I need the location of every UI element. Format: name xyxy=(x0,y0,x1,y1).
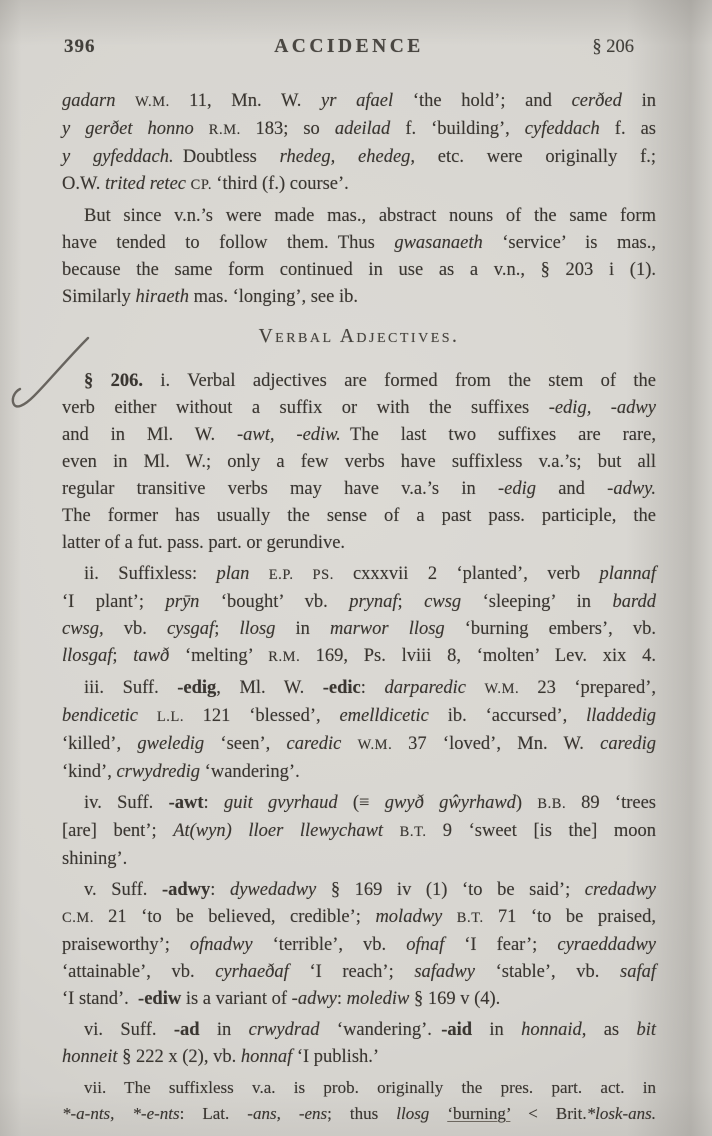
text-segment: ‘melting’ xyxy=(185,646,269,666)
margin-checkmark-icon xyxy=(4,330,96,430)
paragraph-206-vi xyxy=(62,1017,656,1071)
text-line xyxy=(62,203,656,230)
text-segment: § 222 x (2), vb. xyxy=(122,1047,241,1067)
text-line xyxy=(62,503,656,530)
text-segment: W.M. xyxy=(484,681,538,697)
text-segment: -adwy. xyxy=(607,479,656,499)
text-segment: etc. were originally f.; xyxy=(415,147,656,167)
paragraph-206-v xyxy=(62,877,656,1013)
text-segment: honnaid xyxy=(521,1020,582,1040)
text-line xyxy=(62,422,656,449)
text-segment: Doubtless xyxy=(173,147,280,167)
text-segment: ofnaf xyxy=(406,935,465,955)
text-segment: crwydrad xyxy=(248,1020,337,1040)
text-line xyxy=(62,476,656,503)
text-segment: 37 ‘loved’, Mn. W. xyxy=(408,734,601,754)
text-segment: and in Ml. W. xyxy=(62,425,238,445)
text-segment: The former has usually the sense of a past pass. participle, the xyxy=(62,506,656,526)
text-segment: E.P. PS. xyxy=(268,567,353,583)
text-segment: moladwy xyxy=(375,907,457,927)
text-segment: caredic xyxy=(286,734,358,754)
text-line xyxy=(62,144,656,171)
paragraph-206-iii xyxy=(62,675,656,786)
text-segment: ‘burning’ xyxy=(447,1104,511,1123)
text-line xyxy=(62,703,656,731)
text-segment: § 169 v (4). xyxy=(413,989,501,1009)
text-line xyxy=(62,1017,656,1044)
text-segment: , Ml. W. xyxy=(216,678,323,698)
paragraph-206-i xyxy=(62,368,656,557)
text-segment: yr afael xyxy=(321,91,413,111)
text-segment: llosgaf xyxy=(62,646,113,666)
text-segment: § 206. xyxy=(84,371,161,391)
text-line xyxy=(62,589,656,616)
text-segment: is a variant of xyxy=(181,989,292,1009)
text-segment: honnaf xyxy=(240,1047,297,1067)
text-line xyxy=(62,675,656,703)
text-line xyxy=(62,1044,656,1071)
text-segment: v. Suff. xyxy=(84,880,162,900)
paragraph-206-iv xyxy=(62,790,656,873)
text-segment: rhedeg, ehedeg, xyxy=(279,147,416,167)
text-segment: -edig xyxy=(177,678,217,698)
text-segment: y gyfeddach. xyxy=(62,147,174,167)
text-segment: ‘sleeping’ in xyxy=(482,592,613,612)
text-segment: and xyxy=(535,479,608,499)
text-segment: gwasanaeth xyxy=(394,233,503,253)
text-segment: : Lat. xyxy=(179,1104,248,1123)
text-line xyxy=(62,395,656,422)
text-segment: in xyxy=(472,1020,522,1040)
text-segment: credadwy xyxy=(584,880,657,900)
text-segment: -ad xyxy=(173,1020,200,1040)
text-segment: praiseworthy’; xyxy=(62,935,190,955)
page-header xyxy=(0,0,712,58)
text-segment: *-a-nts, *-e-nts xyxy=(62,1104,180,1123)
text-line xyxy=(62,759,656,786)
text-segment: R.M. xyxy=(268,649,316,665)
text-segment: cwsg xyxy=(424,592,483,612)
text-segment: iv. Suff. xyxy=(84,793,169,813)
text-line xyxy=(62,818,656,846)
text-segment: cyrhaeðaf xyxy=(215,962,310,982)
text-line xyxy=(62,116,656,144)
text-segment: 89 ‘trees xyxy=(581,793,656,813)
text-segment: 21 ‘to be believed, credible’; xyxy=(108,907,376,927)
text-line xyxy=(62,790,656,818)
text-segment: vi. Suff. xyxy=(84,1020,174,1040)
text-segment: -awt xyxy=(168,793,204,813)
text-segment: ‘stable’, vb. xyxy=(495,962,621,982)
text-line xyxy=(62,368,656,395)
text-segment: (≡ xyxy=(352,793,385,813)
text-segment: plan xyxy=(216,564,269,584)
text-line xyxy=(62,88,656,116)
text-line xyxy=(62,643,656,671)
text-segment: f. ‘building’, xyxy=(405,119,525,139)
text-segment: cysgaf xyxy=(166,619,215,639)
text-segment: C.M. xyxy=(62,910,109,926)
text-segment: At(wyn) lloer llewychawt xyxy=(173,821,400,841)
text-segment: verb either without a suffix or with the suffixes xyxy=(62,398,549,418)
text-segment: < Brit. xyxy=(510,1104,587,1123)
text-segment: ‘burning embers’, vb. xyxy=(464,619,656,639)
paragraph-vn-masculine xyxy=(62,203,656,311)
text-segment: -ediw xyxy=(138,989,182,1009)
text-segment: 71 ‘to be praised, xyxy=(497,907,656,927)
text-segment: gadarn xyxy=(62,91,136,111)
text-segment: guit gvyrhaud xyxy=(223,793,353,813)
text-line xyxy=(62,257,656,284)
text-segment: ) xyxy=(515,793,538,813)
section-reference: § 206 xyxy=(592,37,634,57)
page-number: 396 xyxy=(64,36,96,57)
text-segment: -edic xyxy=(322,678,361,698)
text-line xyxy=(62,904,656,932)
text-segment: ‘I plant’; xyxy=(62,592,166,612)
text-segment: ‘wandering’. xyxy=(204,762,300,782)
text-segment: vii. The suffixless v.a. is prob. originally the pres. part. act. in xyxy=(84,1078,656,1097)
text-line xyxy=(62,561,656,589)
text-line xyxy=(62,616,656,643)
text-segment: have tended to follow them. Thus xyxy=(62,233,395,253)
text-segment: ‘I stand’. xyxy=(62,989,139,1009)
text-segment: honneit xyxy=(62,1047,123,1067)
text-segment: prynaf xyxy=(349,592,398,612)
text-segment: ‘killed’, xyxy=(62,734,138,754)
text-line xyxy=(62,1101,656,1127)
text-segment: -ans, -ens xyxy=(247,1104,328,1123)
text-segment: ‘bought’ vb. xyxy=(220,592,350,612)
text-segment: ; xyxy=(397,592,425,612)
text-segment: even in Ml. W.; only a few verbs have suffixless v.a.’s; but all xyxy=(62,452,656,472)
text-segment: ‘seen’, xyxy=(220,734,287,754)
text-segment: marwor llosg xyxy=(330,619,465,639)
text-segment: in xyxy=(275,619,330,639)
text-segment: i. Verbal adjectives are formed from the stem of the xyxy=(160,371,657,391)
text-segment: 23 ‘prepared’, xyxy=(537,678,656,698)
text-segment: § 169 iv (1) ‘to be said’; xyxy=(330,880,585,900)
text-segment: crwydredig xyxy=(116,762,205,782)
text-line xyxy=(62,1075,656,1101)
text-segment: -edig xyxy=(497,479,536,499)
text-line xyxy=(62,877,656,904)
text-segment: -edig, -adwy xyxy=(548,398,656,418)
text-segment: : xyxy=(360,678,385,698)
text-segment: : xyxy=(336,989,347,1009)
text-segment: ‘kind’, xyxy=(62,762,117,782)
text-segment: bit xyxy=(636,1020,657,1040)
text-segment: ‘I reach’; xyxy=(309,962,415,982)
text-segment: But since v.n.’s were made mas., abstract nouns of the same form xyxy=(84,206,656,226)
text-segment: : xyxy=(203,793,224,813)
text-segment: ‘attainable’, vb. xyxy=(62,962,216,982)
text-segment: -awt, -ediw. xyxy=(237,425,341,445)
running-title: ACCIDENCE xyxy=(274,36,424,57)
text-segment: trited retec xyxy=(105,174,191,194)
text-segment: latter of a fut. pass. part. or gerundive. xyxy=(62,533,346,553)
text-line xyxy=(62,449,656,476)
text-segment: darparedic xyxy=(384,678,485,698)
text-segment: cxxxvii 2 ‘planted’, verb xyxy=(352,564,600,584)
text-segment: B.T. xyxy=(456,910,498,926)
text-segment: 183; so xyxy=(255,119,335,139)
text-segment: bendicetic xyxy=(62,706,157,726)
text-segment: [are] bent’; xyxy=(62,821,174,841)
text-line xyxy=(62,932,656,959)
text-segment: ; xyxy=(112,646,134,666)
text-segment: emelldicetic xyxy=(339,706,448,726)
text-segment: ib. ‘accursed’, xyxy=(447,706,587,726)
text-segment: L.L. xyxy=(156,709,203,725)
text-segment: ‘wandering’. xyxy=(336,1020,442,1040)
text-segment: cyfeddach xyxy=(524,119,615,139)
text-line xyxy=(62,284,656,311)
text-segment: vb. xyxy=(103,619,167,639)
text-segment: ‘terrible’, vb. xyxy=(272,935,407,955)
text-segment: Similarly xyxy=(62,287,136,307)
text-line xyxy=(62,230,656,257)
text-segment: gweledig xyxy=(137,734,221,754)
paragraph-206-ii xyxy=(62,561,656,671)
text-line xyxy=(62,171,656,199)
text-segment: 121 ‘blessed’, xyxy=(202,706,340,726)
text-segment: ‘the hold’; and xyxy=(412,91,572,111)
text-segment: , as xyxy=(581,1020,637,1040)
text-segment: R.M. xyxy=(208,122,256,138)
text-segment: dywedadwy xyxy=(229,880,331,900)
text-segment: : xyxy=(210,880,230,900)
text-segment: CP. xyxy=(190,177,217,193)
text-segment: 11, Mn. W. xyxy=(189,91,322,111)
text-segment: bardd xyxy=(612,592,656,612)
text-segment: plannaf xyxy=(599,564,657,584)
paragraph-206-vii-note xyxy=(62,1075,656,1127)
text-segment: caredig xyxy=(600,734,656,754)
text-segment: B.T. xyxy=(399,824,443,840)
text-segment: in xyxy=(199,1020,249,1040)
text-block xyxy=(0,88,712,1127)
text-line xyxy=(62,846,656,873)
text-segment: -adwy xyxy=(161,880,211,900)
text-segment: mas. ‘longing’, see ib. xyxy=(193,287,358,307)
text-segment: ; xyxy=(214,619,240,639)
text-segment: ‘I fear’; xyxy=(464,935,558,955)
text-segment: O.W. xyxy=(62,174,105,194)
text-segment: prȳn xyxy=(165,592,221,612)
paragraph-intro-continuation xyxy=(62,88,656,199)
text-line xyxy=(62,959,656,986)
text-segment: ‘I publish.’ xyxy=(296,1047,380,1067)
text-segment: shining’. xyxy=(62,849,128,869)
text-segment: ofnadwy xyxy=(189,935,273,955)
text-segment: ‘third (f.) course’. xyxy=(216,174,349,194)
text-segment: *losk-ans. xyxy=(586,1104,657,1123)
text-segment: W.M. xyxy=(135,94,190,110)
text-segment: ; thus xyxy=(327,1104,397,1123)
text-segment: safaf xyxy=(620,962,656,982)
text-segment: W.M. xyxy=(357,737,409,753)
text-segment: 9 ‘sweet [is the] moon xyxy=(442,821,656,841)
text-segment: iii. Suff. xyxy=(84,678,178,698)
text-segment: -adwy xyxy=(291,989,337,1009)
text-segment: because the same form continued in use as a v.n., § 203 i (1). xyxy=(62,260,656,280)
text-segment: cyraeddadwy xyxy=(557,935,656,955)
text-segment: lladdedig xyxy=(586,706,656,726)
text-segment: tawð xyxy=(133,646,185,666)
text-segment: -aid xyxy=(441,1020,473,1040)
text-segment: llosg xyxy=(239,619,276,639)
text-segment: gwyð gŵyrhawd xyxy=(384,793,516,813)
text-segment: B.B. xyxy=(537,796,582,812)
text-segment: The last two suffixes are rare, xyxy=(340,425,656,445)
text-segment: y gerðet honno xyxy=(62,119,209,139)
text-segment: ii. Suffixless: xyxy=(84,564,217,584)
text-segment: safadwy xyxy=(414,962,496,982)
text-line xyxy=(62,986,656,1013)
text-line xyxy=(62,530,656,557)
text-segment: hiraeth xyxy=(135,287,194,307)
text-segment: cwsg, xyxy=(62,619,104,639)
text-line xyxy=(62,731,656,759)
text-segment: 169, Ps. lviii 8, ‘molten’ Lev. xix 4. xyxy=(315,646,657,666)
text-segment: adeilad xyxy=(334,119,406,139)
text-segment: f. as xyxy=(614,119,656,139)
text-segment: in xyxy=(621,91,656,111)
text-segment: cerðed xyxy=(571,91,622,111)
section-heading: Verbal Adjectives. xyxy=(258,326,460,347)
text-segment: llosg xyxy=(396,1104,448,1123)
text-segment: regular transitive verbs may have v.a.’s in xyxy=(62,479,498,499)
text-segment: ‘service’ is mas., xyxy=(502,233,656,253)
text-segment: molediw xyxy=(346,989,414,1009)
